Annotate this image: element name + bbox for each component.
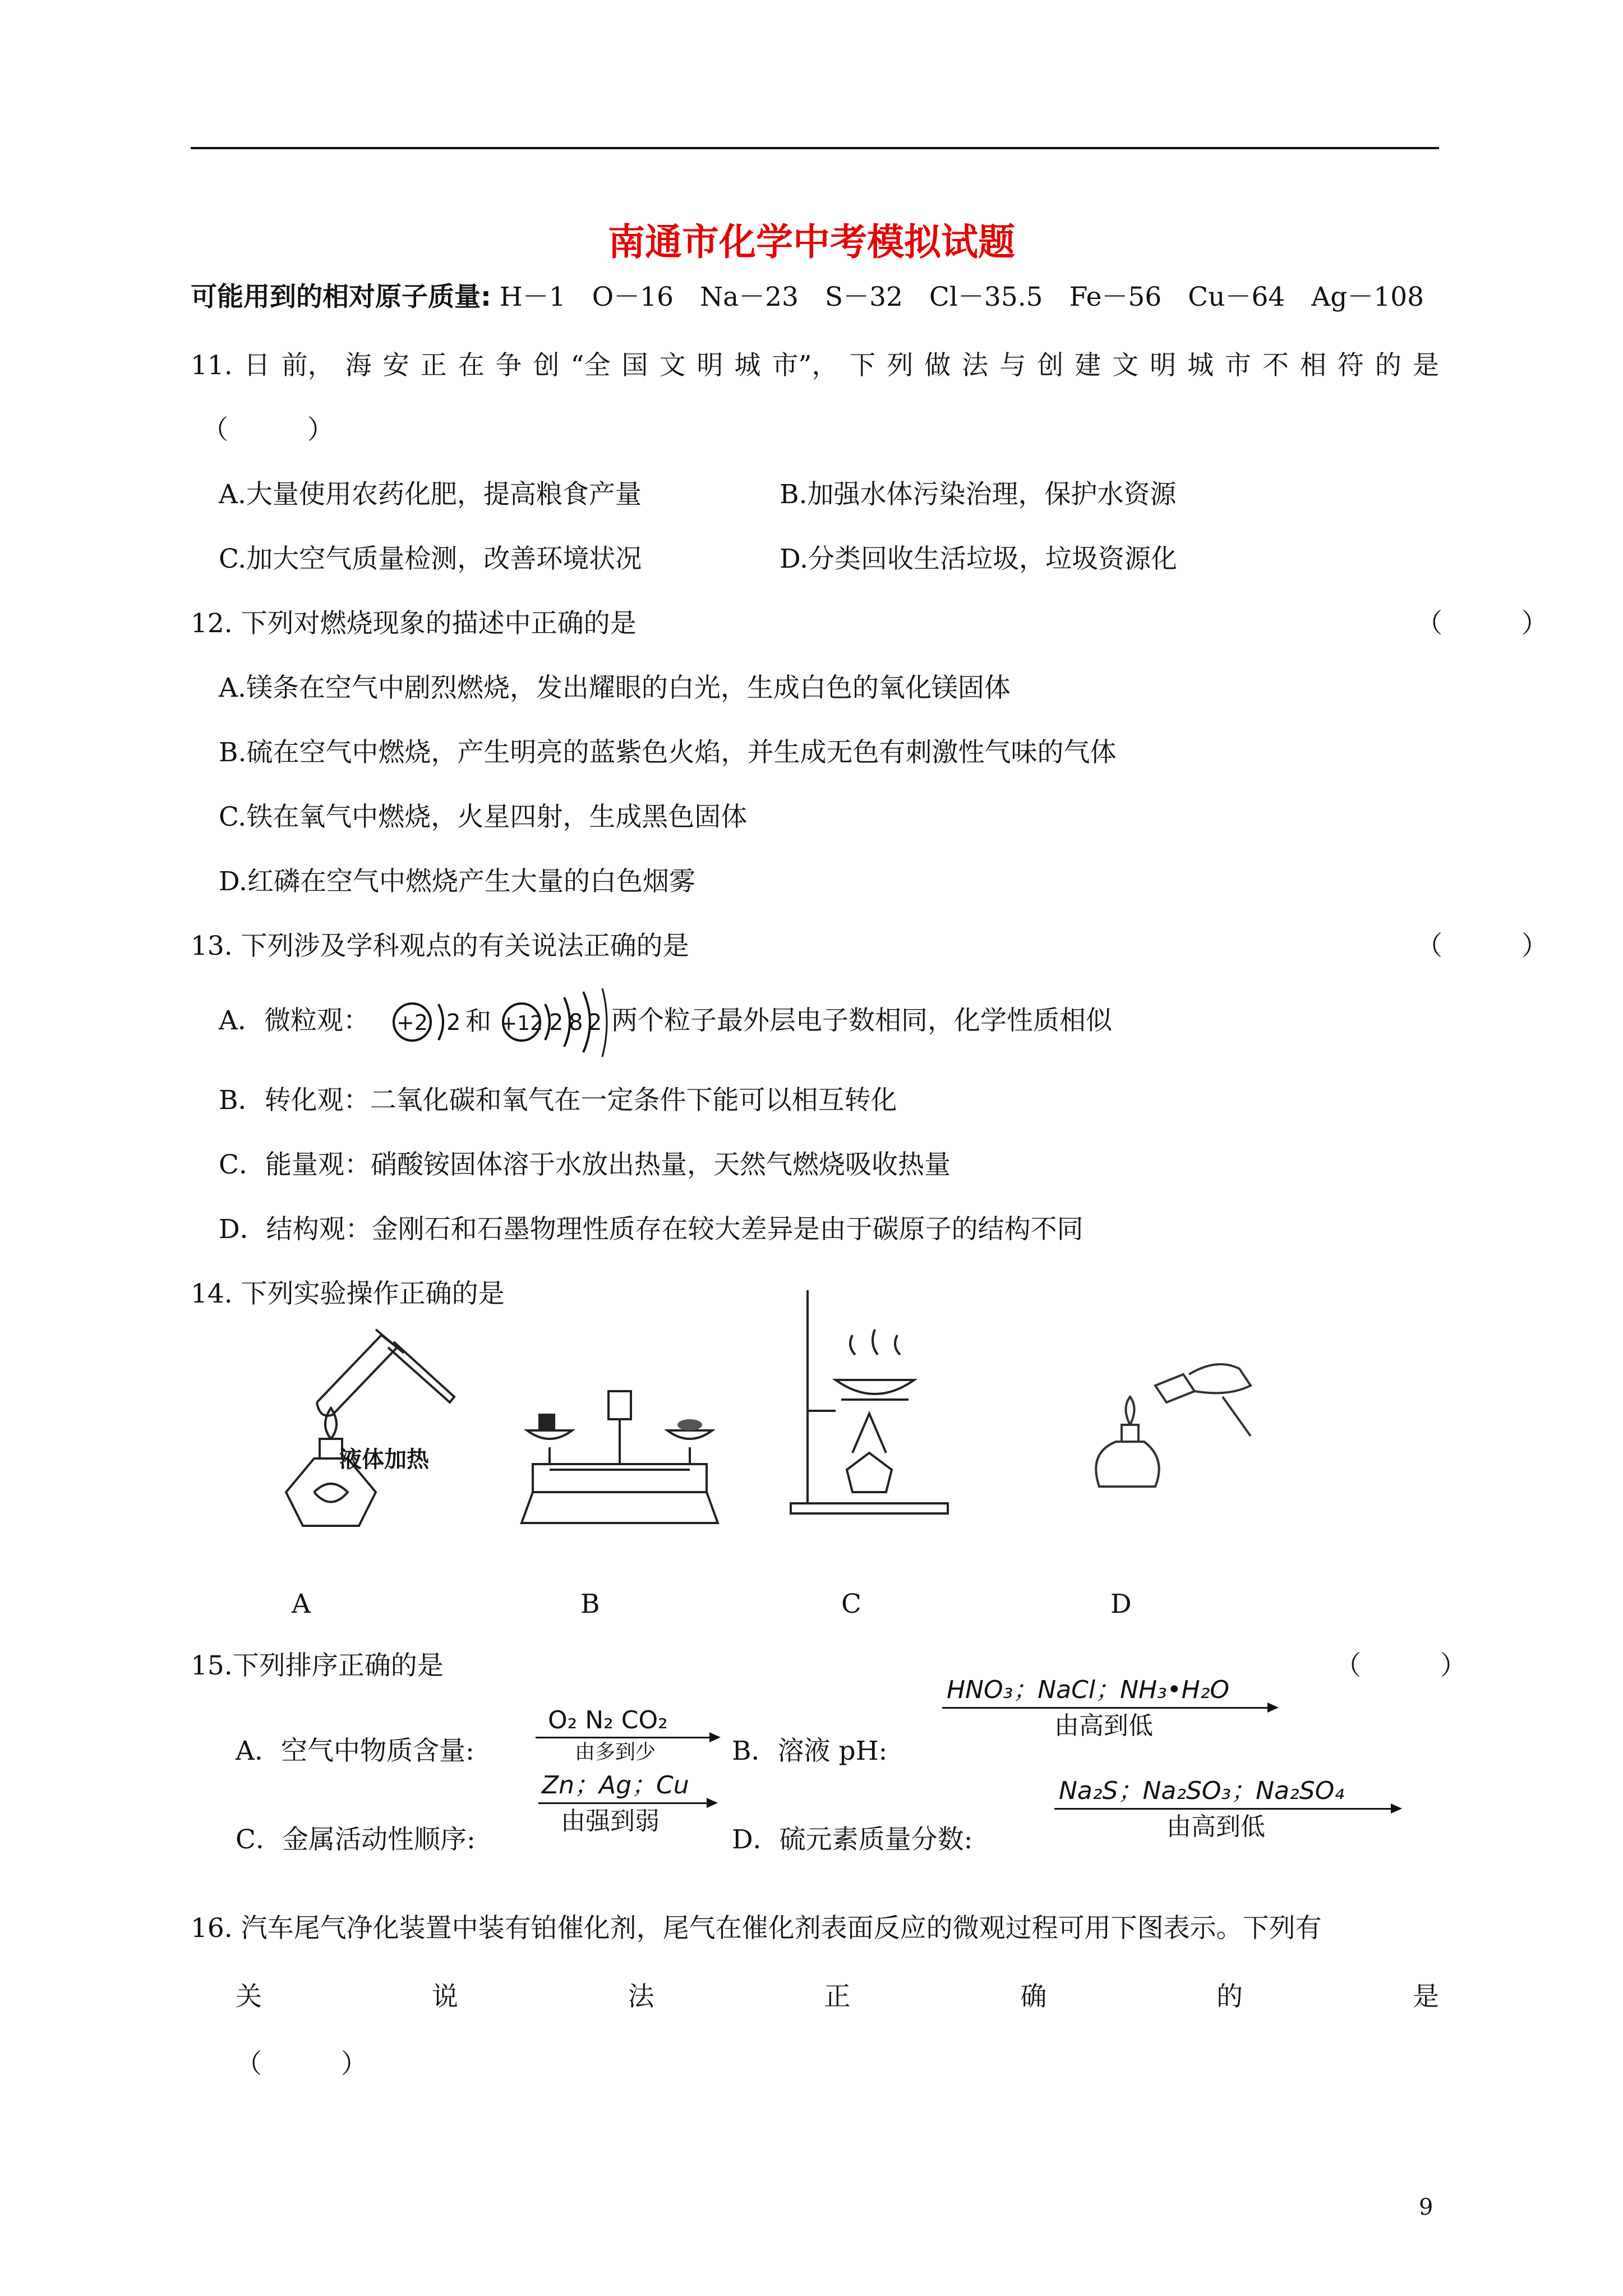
option-a-arrow: O₂ N₂ CO₂ 由多到少 xyxy=(536,1705,721,1766)
option-a-prefix: A．微粒观： xyxy=(219,1005,370,1036)
answer-bracket: （ ） xyxy=(236,2049,367,2079)
figure-a-liquid-heating xyxy=(264,1318,477,1537)
question-14-stem: 14. 下列实验操作正确的是 xyxy=(191,1278,505,1309)
figure-label-d: D xyxy=(1110,1589,1132,1619)
svg-text:2: 2 xyxy=(446,1010,461,1036)
question-15-stem: 15.下列排序正确的是 xyxy=(191,1650,444,1681)
option-c-label: C．金属活动性顺序: xyxy=(236,1824,476,1855)
page-number: 9 xyxy=(1419,2194,1433,2220)
option-c: C.加大空气质量检测，改善环境状况 xyxy=(219,544,642,574)
svg-text:+2: +2 xyxy=(396,1010,428,1035)
and-connector: 和 xyxy=(465,1006,491,1036)
option-a: A.镁条在空气中剧烈燃烧，发出耀眼的白光，生成白色的氧化镁固体 xyxy=(219,673,1011,703)
figure-label-b: B xyxy=(580,1589,600,1619)
svg-text:2: 2 xyxy=(549,1010,564,1036)
option-a: A.大量使用农药化肥，提高粮食产量 xyxy=(219,479,642,510)
magnesium-atom-diagram xyxy=(500,988,607,1057)
answer-bracket: （ ） xyxy=(202,415,334,445)
question-13-stem: 13. 下列涉及学科观点的有关说法正确的是 xyxy=(191,931,689,961)
header-rule xyxy=(191,147,1439,149)
option-d: D．结构观：金刚石和石墨物理性质存在较大差异是由于碳原子的结构不同 xyxy=(219,1214,1083,1245)
option-c: C.铁在氧气中燃烧，火星四射，生成黑色固体 xyxy=(219,802,748,832)
question-12-stem: 12. 下列对燃烧现象的描述中正确的是 xyxy=(191,608,637,639)
svg-text:8: 8 xyxy=(569,1010,583,1036)
figure-label-c: C xyxy=(841,1589,861,1619)
figure-a-caption: 液体加热 xyxy=(339,1447,429,1473)
option-d-arrow: Na₂S；Na₂SO₃；Na₂SO₄ 由高到低 xyxy=(1054,1775,1402,1844)
option-b: B.加强水体污染治理，保护水资源 xyxy=(780,479,1177,510)
option-d-label: D．硫元素质量分数: xyxy=(732,1824,973,1855)
option-b-label: B．溶液 pH: xyxy=(732,1736,888,1766)
question-16-stem: 16. 汽车尾气净化装置中装有铂催化剂，尾气在催化剂表面反应的微观过程可用下图表示。下列有 xyxy=(191,1913,1322,1944)
figure-label-a: A xyxy=(292,1589,311,1619)
option-a-suffix: 两个粒子最外层电子数相同，化学性质相似 xyxy=(611,1005,1112,1036)
option-d: D.红磷在空气中燃烧产生大量的白色烟雾 xyxy=(219,866,695,897)
svg-text:+12: +12 xyxy=(500,1012,543,1035)
option-d: D.分类回收生活垃圾，垃圾资源化 xyxy=(780,544,1177,574)
option-c: C．能量观：硝酸铵固体溶于水放出热量，天然气燃烧吸收热量 xyxy=(219,1149,951,1180)
figure-b-balance xyxy=(516,1380,729,1526)
atomic-mass-label: 可能用到的相对原子质量: xyxy=(191,282,491,312)
atom-structure-diagrams xyxy=(387,987,611,1060)
atomic-mass-line xyxy=(191,280,1424,314)
answer-bracket: （ ） xyxy=(1416,608,1548,639)
question-16-stem-cont: 关 说 法 正 确 的 是 xyxy=(236,1981,1439,2012)
option-c-arrow: Zn；Ag；Cu 由强到弱 xyxy=(538,1770,718,1838)
figure-d-alcohol-lamp xyxy=(1082,1352,1262,1498)
question-11-stem: 11. 日 前， 海 安 正 在 争 创 “全 国 文 明 城 市”， 下 列 做 法 与 创 建 文 明 城 市 不 相 符 的 是 xyxy=(191,350,1439,381)
atomic-mass-values: H－1 O－16 Na－23 S－32 Cl－35.5 Fe－56 Cu－64 Ag－108 xyxy=(499,282,1424,312)
option-b: B.硫在空气中燃烧，产生明亮的蓝紫色火焰，并生成无色有刺激性气味的气体 xyxy=(219,737,1117,768)
svg-text:2: 2 xyxy=(588,1010,602,1036)
answer-bracket: （ ） xyxy=(1416,931,1548,961)
helium-atom-diagram xyxy=(394,1004,460,1041)
figure-c-evaporation xyxy=(785,1285,953,1520)
option-b: B．转化观：二氧化碳和氧气在一定条件下能可以相互转化 xyxy=(219,1085,897,1116)
page-title: 南通市化学中考模拟试题 xyxy=(608,220,1015,264)
option-b-arrow: HNO₃；NaCl；NH₃•H₂O 由高到低 xyxy=(942,1674,1279,1743)
option-a-label: A．空气中物质含量: xyxy=(236,1736,474,1766)
answer-bracket: （ ） xyxy=(1335,1650,1467,1681)
